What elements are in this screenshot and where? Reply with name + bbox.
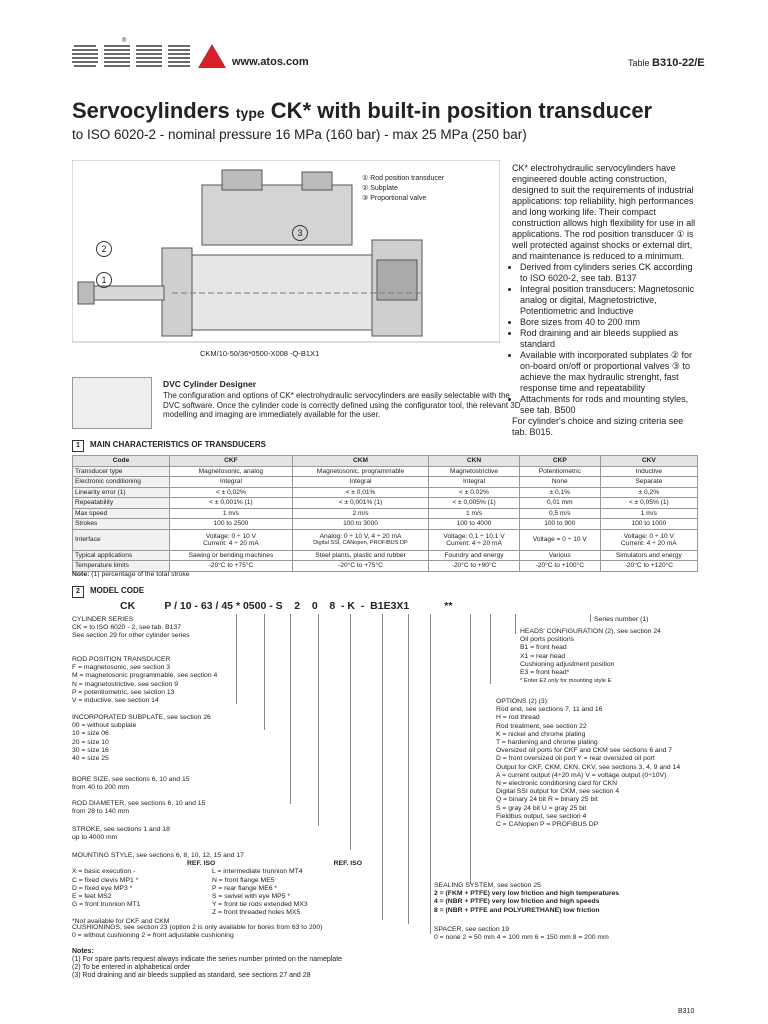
callout-2: 2 <box>96 241 112 257</box>
website-link[interactable]: www.atos.com <box>232 56 309 68</box>
drawing-caption: CKM/10-50/36*0500-X008 -Q-B1X1 <box>200 349 320 358</box>
heads-block: HEADS' CONFIGURATION (2), see section 24 Oil ports positions B1 = front head X1 = rear head Cushioning adjustment position E3 = front head* * Enter E2 only for mounting style E <box>520 628 661 685</box>
registered-mark: ® <box>122 38 127 44</box>
transducer-block: ROD POSITION TRANSDUCER F = magnetosonic, see section 3 M = magnetosonic programmable, see section 4 N = magnetostrictive, see section 9 P = potentiometric, see section 13 V = inductive, see section 14 <box>72 656 218 705</box>
stroke-block: STROKE, see sections 1 and 18 up to 4000 mm <box>72 826 170 842</box>
table-row: Transducer type Magnetosonic, analog Magnetosonic, programmable Magnetostrictive Potentiometric Inductive <box>73 466 698 477</box>
intro-bullet: • Rod draining and air bleeds supplied as standard <box>520 328 696 350</box>
mounting-block: MOUNTING STYLE, see sections 6, 8, 10, 12, 15 and 17 REF. ISO REF. ISO X = basic execution - C = fixed clevis MP1 * D = fixed eye MP3 * E = feet MS2 G = front trunnion MT1 L = intermediate trunnion MT4 N = front flange ME5 P = rear flange ME6 * S = swivel with eye MP5 * Y = front tie rods extended MX3 Z = front threaded holes MX5 *Not available for CKF and CKM <box>72 852 362 925</box>
intro-bullet: • Attachments for rods and mounting styles, see tab. B500 <box>520 394 696 416</box>
section-2-header: 2 MODEL CODE <box>72 586 144 598</box>
table-row: Max speed 1 m/s 2 m/s 1 m/s 0,5 m/s 1 m/s <box>73 508 698 519</box>
table-number: B310-22/E <box>652 57 705 69</box>
table-row: Strokes 100 to 2500 100 to 3000 100 to 4000 100 to 900 100 to 1000 <box>73 519 698 530</box>
page-title: Servocylinders type CK* with built-in position transducer <box>72 98 653 123</box>
atos-logo <box>70 40 230 74</box>
cylinder-series-block: CYLINDER SERIES CK = to ISO 6020 - 2, see tab. B137 See section 29 for other cylinder series <box>72 616 190 640</box>
intro-text <box>512 163 696 438</box>
table-row-interface: Interface Voltage: 0 ÷ 10 V Current: 4 ÷ 20 mA Analog: 0 ÷ 10 V, 4 ÷ 20 mA Digital SSI, CANopen, PROFIBUS DP Voltage: 0,1 ÷ 10,1 V Current: 4 ÷ 20 mA Voltage = 0 ÷ 10 V Voltage: 0 ÷ 10 V Current: 4 ÷ 20 mA <box>73 529 698 550</box>
transducer-table: Code CKF CKM CKN CKP CKV Transducer type Magnetosonic, analog Magnetosonic, programmable Magnetostrictive Potentiometric Inductive Electronic conditioning Integral Integral Integral None Separate Linearity error (1) < ± 0,02% < ± 0,01% < ± 0,02% ± 0,1% ± 0,2% Repeatability < ± 0,001% (1) < ± 0,001% (1) < ± 0,005% (1) 0,01 mm < ± 0,05% (1) Max speed 1 m/s 2 m/s 1 m/s 0,5 m/s 1 m/s Strokes 100 to 2500 100 to 3000 100 to 4000 100 to 900 100 to 1000 Interface Voltage: 0 ÷ 10 V Current: 4 ÷ 20 mA Analog: 0 ÷ 10 V, 4 ÷ 20 mA Digital SSI, CANopen, PROFIBUS DP Voltage: 0,1 ÷ 10,1 V Current: 4 ÷ 20 mA Voltage = 0 ÷ 10 V Voltage: 0 ÷ 10 V Current: 4 ÷ 20 mA Typical applications Sawing or bending machines Steel plants, plastic and rubber Foundry and energy Various Simulators and energy Temperature limits -20°C to +75°C -20°C to +75°C -20°C to +90°C -20°C to +100°C -20°C to +120°C <box>72 455 698 572</box>
notes: Notes: (1) For spare parts request always indicate the series number printed on the nameplate (2) To be entered in alphabetical order (3) Rod draining and air bleeds supplied as standard, see sections 27 and 28 <box>72 948 343 979</box>
cushioning-block: CUSHIONINGS, see section 23 (option 2 is only available for bores from 63 to 200) 0 = without cushioning 2 = front adjustable cushioning <box>72 924 323 940</box>
intro-paragraph: CK* electrohydraulic servocylinders have engineered double acting construction, designed to suit the requirements of industrial applications: top reliability, high performances and long working life. Their compact construction allows high flexibility for use in all applications. The rod position transducer ① is well protected against shocks or external dirt, and maintenance is reduced to a minimum. <box>512 163 696 261</box>
spacer-block: SPACER, see section 19 0 = none 2 = 50 mm 4 = 100 mm 6 = 150 mm 8 = 200 mm <box>434 926 609 942</box>
rod-block: ROD DIAMETER, see sections 6, 10 and 15 from 28 to 140 mm <box>72 800 206 816</box>
callout-1: 1 <box>96 272 112 288</box>
callout-3: 3 <box>292 225 308 241</box>
table-label: Table <box>628 58 650 68</box>
dvc-title: DVC Cylinder Designer <box>163 379 257 389</box>
bore-block: BORE SIZE, see sections 6, 10 and 15 from 40 to 200 mm <box>72 776 190 792</box>
table-note: Note: (1) percentage of the total stroke <box>72 571 190 578</box>
intro-footer: For cylinder's choice and sizing criteria see tab. B015. <box>512 416 684 437</box>
series-number: Series number (1) <box>594 616 649 623</box>
table-row: Linearity error (1) < ± 0,02% < ± 0,01% < ± 0,02% ± 0,1% ± 0,2% <box>73 487 698 498</box>
intro-bullet: • Integral position transducers: Magnetosonic analog or digital, Magnetostrictive, Potentiometric and Inductive <box>520 284 696 317</box>
table-row: Typical applications Sawing or bending machines Steel plants, plastic and rubber Foundry and energy Various Simulators and energy <box>73 550 698 561</box>
intro-bullet: • Bore sizes from 40 to 200 mm <box>520 317 696 328</box>
table-row: Repeatability < ± 0,001% (1) < ± 0,001% (1) < ± 0,005% (1) 0,01 mm < ± 0,05% (1) <box>73 498 698 509</box>
dvc-software-image <box>72 377 152 429</box>
dvc-text: The configuration and options of CK* electrohydraulic servocylinders are easily selectable with the DVC software. Once the cylinder code is correctly defined using the configurator tool, the relevant 3D modelling and imaging are immediately available for the user. <box>163 391 521 419</box>
section-1-header: 1 MAIN CHARACTERISTICS OF TRANSDUCERS <box>72 440 266 452</box>
page-subtitle: to ISO 6020-2 - nominal pressure 16 MPa (160 bar) - max 25 MPa (250 bar) <box>72 127 527 142</box>
subplate-block: INCORPORATED SUBPLATE, see section 26 00 = without subplate 10 = size 06 20 = size 10 30 = size 16 40 = size 25 <box>72 714 211 763</box>
sealing-block: SEALING SYSTEM, see section 25 2 = (FKM + PTFE) very low friction and high temperatures 4 = (NBR + PTFE) very low friction and high speeds 8 = (NBR + PTFE and POLYURETHANE) low friction <box>434 882 620 914</box>
options-block: OPTIONS (2) (3): Rod end, see sections 7, 11 and 16 H = rod thread Rod treatment, see section 22 K = nickel and chrome plating T = hardening and chrome plating Oversized oil ports for CKF and CKM see sections 6 and 7 D = front oversized oil port Y = rear oversized oil port Output for CKF, CKM, CKN, CKV, see sections 3, 4, 9 and 14 A = current output (4÷20 mA) V = voltage output (0÷10V) N = electronic conditioning card for CKN Digital SSI output for CKM, see section 4 Q = binary 24 bit R = binary 25 bit S = gray 24 bit U = gray 25 bit Fieldbus output, see section 4 C = CANopen P = PROFIBUS DP <box>496 698 681 829</box>
model-code: CK P / 10 - 63 / 45 * 0500 - S 2 0 8 - K - B1E3X1 ** <box>120 600 453 612</box>
table-row: Temperature limits -20°C to +75°C -20°C to +75°C -20°C to +90°C -20°C to +100°C -20°C to +120°C <box>73 561 698 572</box>
intro-bullet: • Derived from cylinders series CK according to ISO 6020-2, see tab. B137 <box>520 262 696 284</box>
table-row: Electronic conditioning Integral Integral Integral None Separate <box>73 477 698 488</box>
drawing-legend: ① Rod position transducer ② Subplate ③ Proportional valve <box>362 175 445 202</box>
table-code <box>628 57 705 69</box>
page-number: B310 <box>678 1008 695 1015</box>
intro-bullet: • Available with incorporated subplates ② for on-board on/off or proportional valves ③ to achieve the max hydraulic strenght, fast response time and repeatability <box>520 350 696 394</box>
